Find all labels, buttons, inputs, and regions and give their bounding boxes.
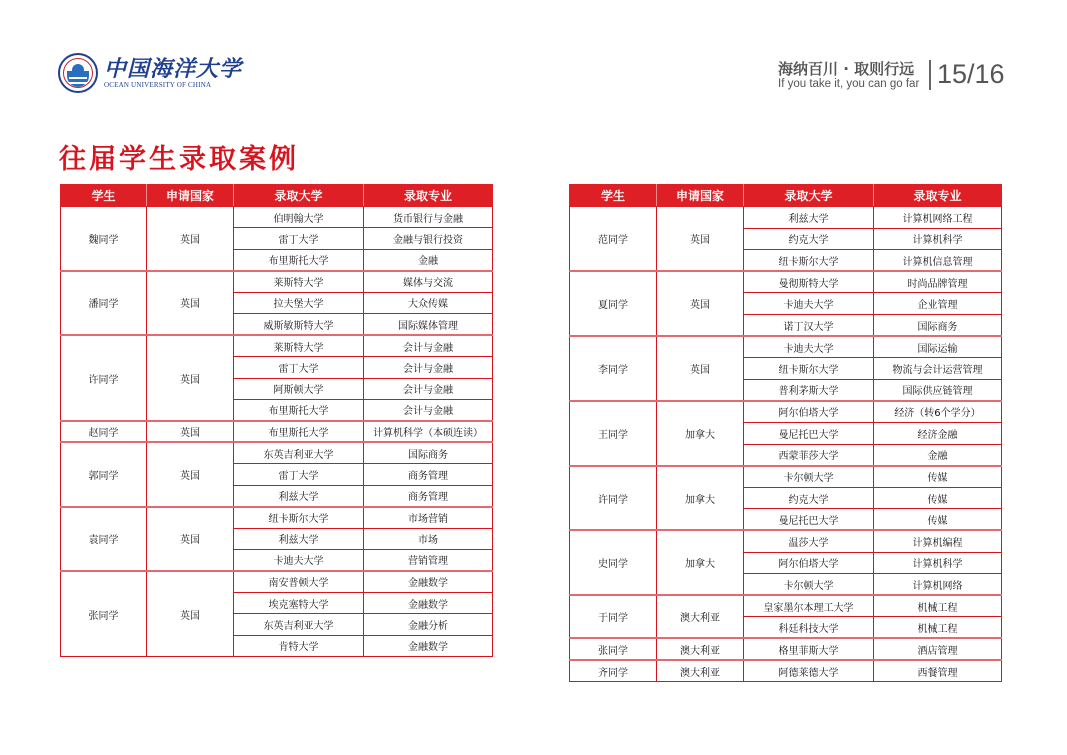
header-divider xyxy=(929,60,931,90)
university-cell: 布里斯托大学 xyxy=(234,421,364,442)
university-cell: 纽卡斯尔大学 xyxy=(744,250,874,272)
table-header-row xyxy=(570,185,1002,207)
admission-cases-table-left xyxy=(60,184,493,657)
major-cell: 传媒 xyxy=(874,509,1002,531)
country-cell: 加拿大 xyxy=(657,530,744,595)
university-logo xyxy=(58,52,242,94)
university-cell: 利兹大学 xyxy=(234,485,364,506)
university-cell: 温莎大学 xyxy=(744,530,874,552)
student-cell: 潘同学 xyxy=(61,271,147,335)
major-cell: 经济金融 xyxy=(874,422,1002,444)
column-header-country: 申请国家 xyxy=(657,185,744,207)
table-row xyxy=(570,336,1002,358)
major-cell: 计算机网络工程 xyxy=(874,207,1002,229)
table-row xyxy=(570,530,1002,552)
country-cell: 澳大利亚 xyxy=(657,660,744,682)
table-row xyxy=(61,207,493,228)
university-emblem-icon xyxy=(58,53,98,93)
country-cell: 英国 xyxy=(147,507,234,571)
university-cell: 阿德莱德大学 xyxy=(744,660,874,682)
major-cell: 时尚品牌管理 xyxy=(874,271,1002,293)
column-header-student: 学生 xyxy=(61,185,147,207)
student-cell: 王同学 xyxy=(570,401,657,466)
table-header-row xyxy=(61,185,493,207)
major-cell: 媒体与交流 xyxy=(364,271,493,292)
student-cell: 于同学 xyxy=(570,595,657,638)
country-cell: 加拿大 xyxy=(657,401,744,466)
motto xyxy=(778,60,928,91)
table-row xyxy=(61,442,493,463)
major-cell: 会计与金融 xyxy=(364,399,493,420)
major-cell: 企业管理 xyxy=(874,293,1002,315)
table-row xyxy=(61,335,493,356)
university-cell: 卡尔顿大学 xyxy=(744,466,874,488)
university-cell: 利兹大学 xyxy=(234,528,364,549)
country-cell: 英国 xyxy=(657,336,744,401)
university-cell: 拉夫堡大学 xyxy=(234,292,364,313)
column-header-student: 学生 xyxy=(570,185,657,207)
column-header-country: 申请国家 xyxy=(147,185,234,207)
major-cell: 金融 xyxy=(874,444,1002,466)
student-cell: 魏同学 xyxy=(61,207,147,271)
major-cell: 金融数学 xyxy=(364,635,493,656)
student-cell: 李同学 xyxy=(570,336,657,401)
university-cell: 利兹大学 xyxy=(744,207,874,229)
country-cell: 英国 xyxy=(147,271,234,335)
page-number: 15/16 xyxy=(937,59,1005,89)
university-cell: 曼尼托巴大学 xyxy=(744,422,874,444)
university-cell: 埃克塞特大学 xyxy=(234,592,364,613)
column-header-major: 录取专业 xyxy=(874,185,1002,207)
major-cell: 传媒 xyxy=(874,487,1002,509)
student-cell: 齐同学 xyxy=(570,660,657,682)
country-cell: 英国 xyxy=(657,271,744,336)
university-cell: 曼彻斯特大学 xyxy=(744,271,874,293)
university-cell: 东英吉利亚大学 xyxy=(234,614,364,635)
country-cell: 加拿大 xyxy=(657,466,744,531)
table-row xyxy=(570,466,1002,488)
country-cell: 英国 xyxy=(147,207,234,271)
university-cell: 约克大学 xyxy=(744,228,874,250)
university-cell: 曼尼托巴大学 xyxy=(744,509,874,531)
major-cell: 营销管理 xyxy=(364,550,493,571)
major-cell: 机械工程 xyxy=(874,617,1002,639)
major-cell: 会计与金融 xyxy=(364,378,493,399)
student-cell: 郭同学 xyxy=(61,442,147,506)
major-cell: 金融与银行投资 xyxy=(364,228,493,249)
major-cell: 计算机科学（本硕连读） xyxy=(364,421,493,442)
university-cell: 雷丁大学 xyxy=(234,464,364,485)
student-cell: 夏同学 xyxy=(570,271,657,336)
major-cell: 经济（转6个学分） xyxy=(874,401,1002,423)
university-cell: 肯特大学 xyxy=(234,635,364,656)
university-cell: 约克大学 xyxy=(744,487,874,509)
university-cell: 威斯敏斯特大学 xyxy=(234,314,364,335)
table-row xyxy=(570,638,1002,660)
university-cell: 卡迪夫大学 xyxy=(744,336,874,358)
university-cell: 布里斯托大学 xyxy=(234,249,364,270)
column-header-major: 录取专业 xyxy=(364,185,493,207)
major-cell: 国际商务 xyxy=(874,314,1002,336)
table-row xyxy=(570,271,1002,293)
major-cell: 国际商务 xyxy=(364,442,493,463)
major-cell: 市场营销 xyxy=(364,507,493,528)
country-cell: 英国 xyxy=(147,571,234,657)
table-row xyxy=(570,401,1002,423)
major-cell: 物流与会计运营管理 xyxy=(874,358,1002,380)
major-cell: 商务管理 xyxy=(364,485,493,506)
university-cell: 莱斯特大学 xyxy=(234,271,364,292)
university-cell: 伯明翰大学 xyxy=(234,207,364,228)
major-cell: 商务管理 xyxy=(364,464,493,485)
university-cell: 科廷科技大学 xyxy=(744,617,874,639)
university-cell: 雷丁大学 xyxy=(234,357,364,378)
table-row xyxy=(570,207,1002,229)
major-cell: 会计与金融 xyxy=(364,335,493,356)
major-cell: 计算机科学 xyxy=(874,228,1002,250)
major-cell: 国际供应链管理 xyxy=(874,379,1002,401)
country-cell: 英国 xyxy=(147,421,234,442)
table-row xyxy=(570,595,1002,617)
admission-cases-table-right xyxy=(569,184,1002,682)
major-cell: 货币银行与金融 xyxy=(364,207,493,228)
student-cell: 史同学 xyxy=(570,530,657,595)
logo-chinese-name: 中国海洋大学 xyxy=(104,55,243,82)
student-cell: 许同学 xyxy=(570,466,657,531)
major-cell: 计算机信息管理 xyxy=(874,250,1002,272)
university-cell: 雷丁大学 xyxy=(234,228,364,249)
major-cell: 大众传媒 xyxy=(364,292,493,313)
country-cell: 澳大利亚 xyxy=(657,595,744,638)
university-cell: 卡尔顿大学 xyxy=(744,574,874,596)
student-cell: 袁同学 xyxy=(61,507,147,571)
university-cell: 莱斯特大学 xyxy=(234,335,364,356)
university-cell: 卡迪夫大学 xyxy=(234,550,364,571)
table-row xyxy=(61,571,493,592)
major-cell: 计算机网络 xyxy=(874,574,1002,596)
university-cell: 东英吉利亚大学 xyxy=(234,442,364,463)
table-row xyxy=(570,660,1002,682)
major-cell: 国际媒体管理 xyxy=(364,314,493,335)
student-cell: 张同学 xyxy=(61,571,147,657)
major-cell: 会计与金融 xyxy=(364,357,493,378)
university-cell: 阿尔伯塔大学 xyxy=(744,552,874,574)
page-title: 往届学生录取案例 xyxy=(59,144,299,175)
column-header-university: 录取大学 xyxy=(234,185,364,207)
university-cell: 阿尔伯塔大学 xyxy=(744,401,874,423)
column-header-university: 录取大学 xyxy=(744,185,874,207)
university-cell: 布里斯托大学 xyxy=(234,399,364,420)
table-row xyxy=(61,507,493,528)
major-cell: 传媒 xyxy=(874,466,1002,488)
major-cell: 酒店管理 xyxy=(874,638,1002,660)
major-cell: 金融数学 xyxy=(364,592,493,613)
student-cell: 许同学 xyxy=(61,335,147,421)
university-cell: 南安普顿大学 xyxy=(234,571,364,592)
country-cell: 英国 xyxy=(147,442,234,506)
university-cell: 纽卡斯尔大学 xyxy=(234,507,364,528)
major-cell: 金融数学 xyxy=(364,571,493,592)
major-cell: 计算机编程 xyxy=(874,530,1002,552)
major-cell: 计算机科学 xyxy=(874,552,1002,574)
university-cell: 皇家墨尔本理工大学 xyxy=(744,595,874,617)
table-row xyxy=(61,421,493,442)
university-cell: 卡迪夫大学 xyxy=(744,293,874,315)
motto-chinese: 海纳百川 · 取则行远 xyxy=(778,60,915,78)
country-cell: 英国 xyxy=(657,207,744,272)
major-cell: 市场 xyxy=(364,528,493,549)
student-cell: 张同学 xyxy=(570,638,657,660)
country-cell: 英国 xyxy=(147,335,234,421)
major-cell: 西餐管理 xyxy=(874,660,1002,682)
country-cell: 澳大利亚 xyxy=(657,638,744,660)
major-cell: 机械工程 xyxy=(874,595,1002,617)
motto-english: If you take it, you can go far xyxy=(778,78,920,90)
table-row xyxy=(61,271,493,292)
university-cell: 普利茅斯大学 xyxy=(744,379,874,401)
student-cell: 赵同学 xyxy=(61,421,147,442)
university-cell: 格里菲斯大学 xyxy=(744,638,874,660)
university-cell: 纽卡斯尔大学 xyxy=(744,358,874,380)
university-cell: 诺丁汉大学 xyxy=(744,314,874,336)
major-cell: 国际运输 xyxy=(874,336,1002,358)
university-cell: 阿斯顿大学 xyxy=(234,378,364,399)
student-cell: 范同学 xyxy=(570,207,657,272)
logo-english-name: OCEAN UNIVERSITY OF CHINA xyxy=(104,80,212,89)
university-cell: 西蒙菲莎大学 xyxy=(744,444,874,466)
major-cell: 金融 xyxy=(364,249,493,270)
major-cell: 金融分析 xyxy=(364,614,493,635)
